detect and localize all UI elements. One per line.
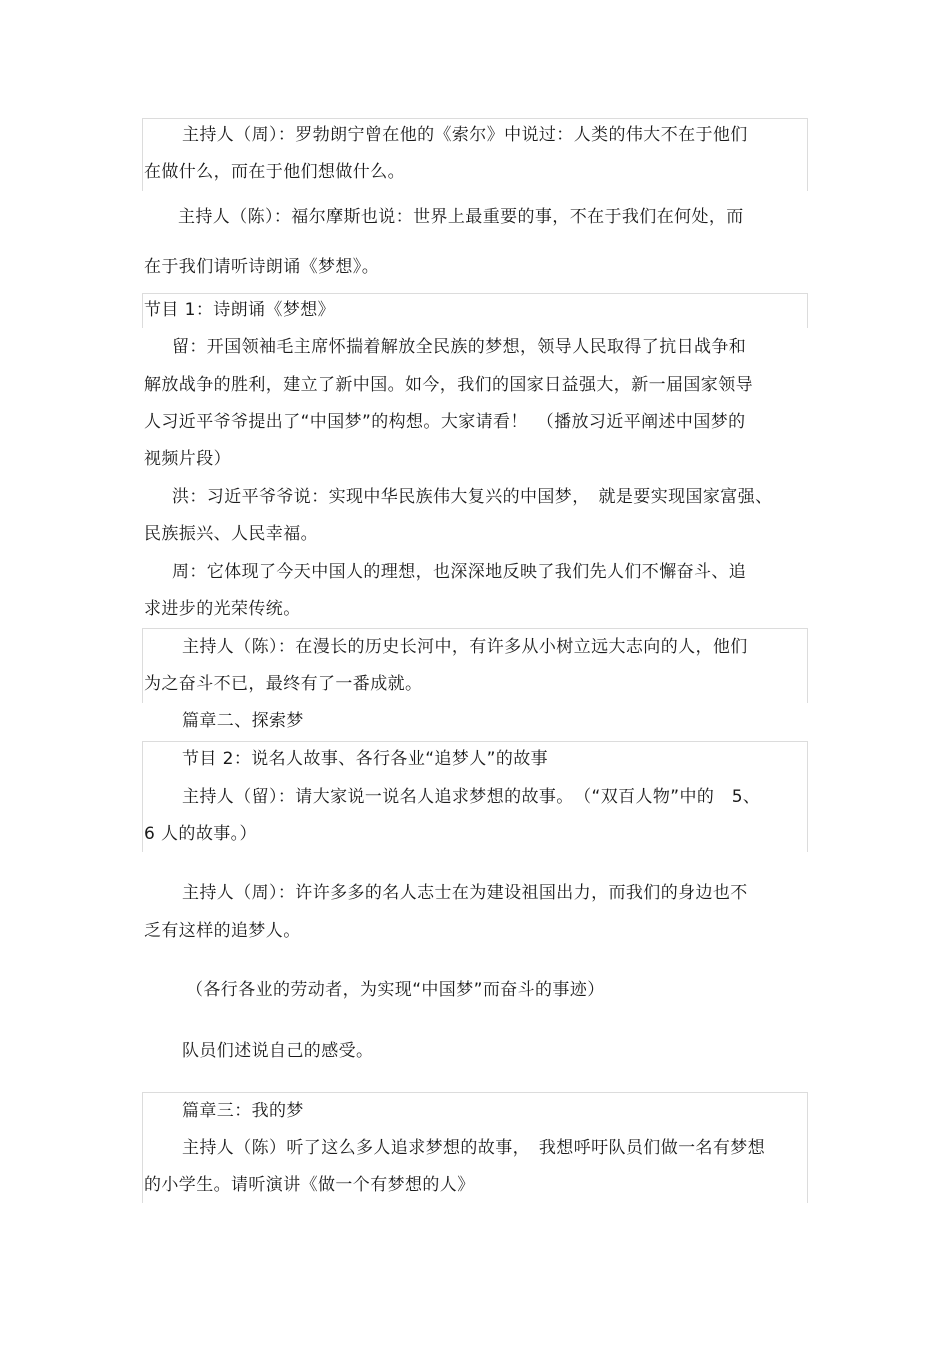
text-line: 主持人（陈）：在漫长的历史长河中，有许多从小树立远大志向的人，他们 — [182, 637, 748, 657]
text-line: 主持人（陈）：福尔摩斯也说：世界上最重要的事，不在于我们在何处，而 — [178, 207, 744, 227]
text-line: 6 人的故事。） — [144, 824, 257, 844]
text-line: 洪：习近平爷爷说：实现中华民族伟大复兴的中国梦， 就是要实现国家富强、 — [172, 487, 773, 507]
text-line: （各行各业的劳动者，为实现“中国梦”而奋斗的事迹） — [186, 980, 605, 1000]
text-line: 在做什么，而在于他们想做什么。 — [144, 162, 405, 182]
text-line: 解放战争的胜利，建立了新中国。如今，我们的国家日益强大，新一届国家领导 — [144, 375, 753, 395]
text-line: 周：它体现了今天中国人的理想，也深深地反映了我们先人们不懈奋斗、追 — [172, 562, 747, 582]
text-line: 主持人（周）：罗勃朗宁曾在他的《索尔》中说过：人类的伟大不在于他们 — [182, 125, 748, 145]
text-line: 求进步的光荣传统。 — [144, 599, 301, 619]
section-heading: 节目 2：说名人故事、各行各业“追梦人”的故事 — [182, 749, 549, 769]
text-line: 主持人（留）：请大家说一说名人追求梦想的故事。 （“双百人物”中的 5、 — [182, 787, 761, 807]
text-line: 在于我们请听诗朗诵《梦想》。 — [144, 257, 380, 277]
text-line: 视频片段） — [144, 449, 231, 469]
text-line: 人习近平爷爷提出了“中国梦”的构想。大家请看！ （播放习近平阐述中国梦的 — [144, 412, 746, 432]
section-heading: 节目 1：诗朗诵《梦想》 — [144, 300, 336, 320]
text-line: 的小学生。请听演讲《做一个有梦想的人》 — [144, 1175, 475, 1195]
text-line: 乏有这样的追梦人。 — [144, 921, 301, 941]
text-line: 主持人（陈）听了这么多人追求梦想的故事， 我想呼吁队员们做一名有梦想 — [182, 1138, 766, 1158]
text-line: 主持人（周）：许许多多的名人志士在为建设祖国出力，而我们的身边也不 — [182, 883, 748, 903]
text-line: 为之奋斗不已，最终有了一番成就。 — [144, 674, 423, 694]
section-heading: 篇章二、探索梦 — [182, 711, 304, 731]
text-line: 队员们述说自己的感受。 — [182, 1041, 374, 1061]
section-heading: 篇章三：我的梦 — [182, 1101, 304, 1121]
text-line: 留：开国领袖毛主席怀揣着解放全民族的梦想，领导人民取得了抗日战争和 — [172, 337, 747, 357]
text-line: 民族振兴、人民幸福。 — [144, 524, 318, 544]
